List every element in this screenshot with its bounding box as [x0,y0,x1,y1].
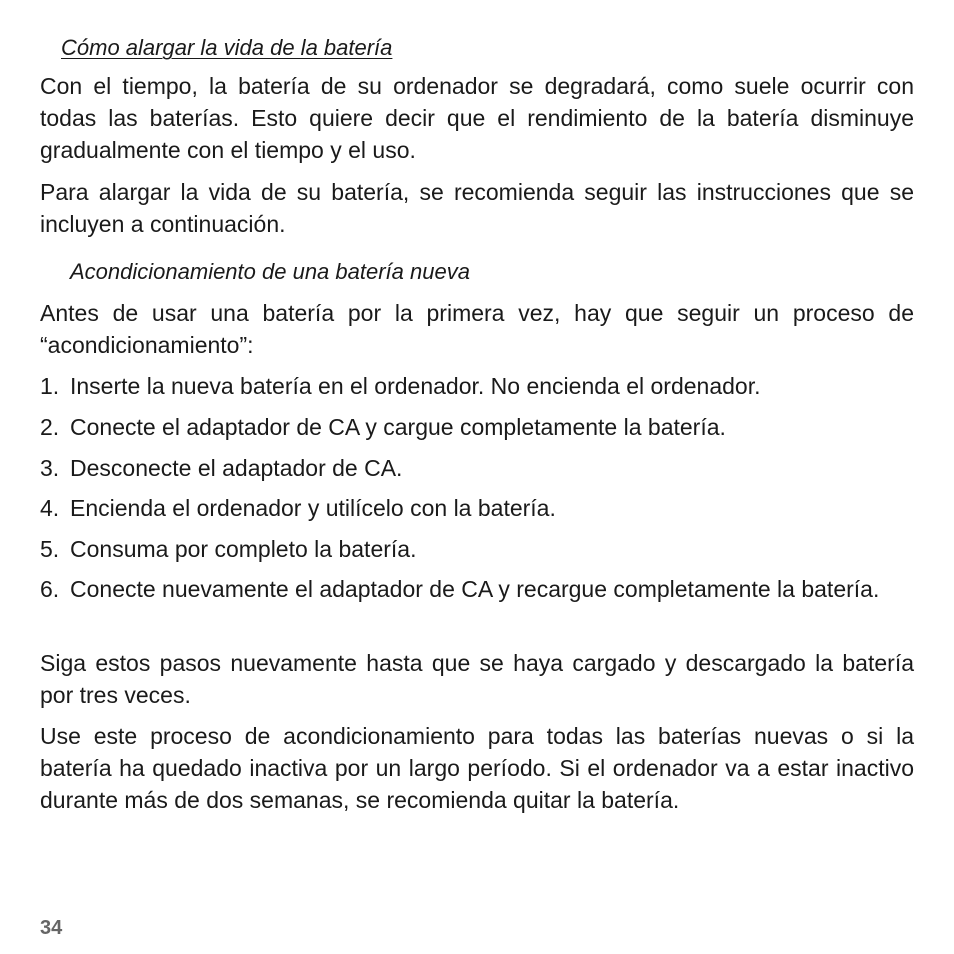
list-item [40,452,914,484]
list-item-number: 5. [40,536,60,562]
list-item-text: Inserte la nueva batería en el ordenador. No encienda el ordenador. [70,373,761,399]
list-item [40,411,914,443]
list-item-number: 4. [40,495,60,521]
list-item-number: 3. [40,455,60,481]
list-item-text: Conecte nuevamente el adaptador de CA y recargue completamente la batería. [70,576,880,602]
list-item-text: Encienda el ordenador y utilícelo con la batería. [70,495,556,521]
list-item-text: Conecte el adaptador de CA y cargue completamente la batería. [70,414,726,440]
list-item-text: Desconecte el adaptador de CA. [70,455,403,481]
after-list-paragraph-1: Siga estos pasos nuevamente hasta que se haya cargado y descargado la batería por tres veces. [40,650,914,708]
list-item-text: Consuma por completo la batería. [70,536,417,562]
list-item [40,573,914,605]
page-number: 34 [40,917,63,939]
list-item [40,492,914,524]
subsection-heading: Acondicionamiento de una batería nueva [70,259,470,284]
list-item [40,533,914,565]
after-list-paragraph-2: Use este proceso de acondicionamiento para todas las baterías nuevas o si la batería ha quedado inactiva por un largo período. Si el ordenador va a estar inactivo durante más de dos semanas, se recomienda quitar la batería. [40,723,914,813]
list-item [40,370,914,402]
intro-paragraph-1: Con el tiempo, la batería de su ordenador se degradará, como suele ocurrir con todas las baterías. Esto quiere decir que el rendimiento de la batería disminuye gradualmente con el tiempo y el uso. [40,73,914,163]
list-item-number: 2. [40,414,60,440]
list-item-number: 1. [40,373,60,399]
pre-list-paragraph: Antes de usar una batería por la primera vez, hay que seguir un proceso de “acondicionamiento”: [40,300,914,358]
list-item-number: 6. [40,576,60,602]
intro-paragraph-2: Para alargar la vida de su batería, se recomienda seguir las instrucciones que se incluyen a continuación. [40,179,914,237]
section-heading: Cómo alargar la vida de la batería [61,35,393,60]
